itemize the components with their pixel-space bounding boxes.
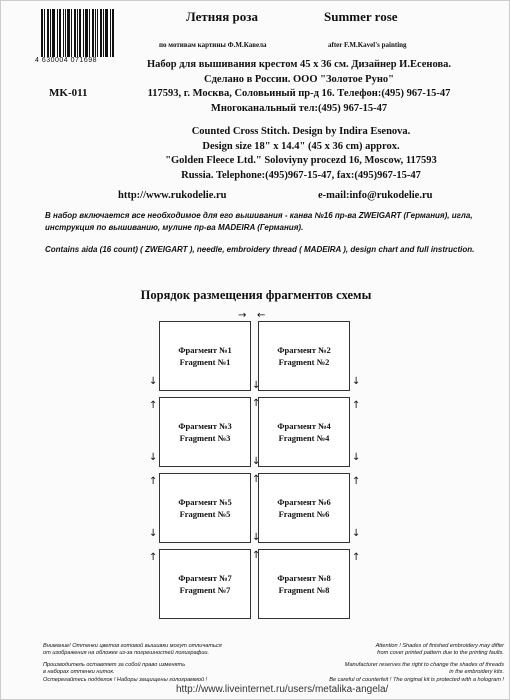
title-ru: Летняя роза <box>186 9 259 24</box>
arrow-down-icon: ↓ <box>352 528 361 539</box>
fragment-label-ru: Фрагмент №3 <box>178 421 232 431</box>
info-ru-line: Сделано в России. ООО "Золотое Руно" <box>204 73 394 85</box>
info-en-line: Design size 18" x 14.4" (45 x 36 cm) approx. <box>202 140 400 152</box>
arrow-down-icon: ↓ <box>252 456 261 467</box>
footer-line: Внимание! Оттенки цветов готовой вышивки могут отличаться <box>43 643 222 649</box>
info-en-line: "Golden Fleece Ltd." Soloviyny procezd 16, Moscow, 117593 <box>165 155 437 166</box>
fragment-7 <box>159 549 251 619</box>
product-code: MK-011 <box>49 87 88 99</box>
barcode-number: 4 630004 071698 <box>35 57 97 64</box>
subtitle-ru: по мотивам картины Ф.М.Кавела <box>159 41 267 49</box>
fragment-6 <box>258 473 350 543</box>
footer-line: in the embroidery kits. <box>449 669 504 676</box>
arrow-up-icon: ↑ <box>252 398 261 409</box>
fragment-label-ru: Фрагмент №6 <box>277 497 331 507</box>
title-en: Summer rose <box>324 9 398 24</box>
fragment-label-en: Fragment №2 <box>278 357 330 367</box>
email-link[interactable]: e-mail:info@rukodelie.ru <box>318 190 433 201</box>
arrow-up-icon: ↑ <box>252 474 261 485</box>
watermark-url: http://www.liveinternet.ru/users/metalika-angela/ <box>176 684 389 695</box>
fragment-label-en: Fragment №7 <box>179 585 231 595</box>
scheme-title: Порядок размещения фрагментов схемы <box>140 288 372 302</box>
fragment-label-ru: Фрагмент №8 <box>277 573 331 583</box>
fragment-8 <box>258 549 350 619</box>
info-en <box>136 125 466 183</box>
arrow-down-icon: ↓ <box>149 528 158 539</box>
fragment-label-en: Fragment №5 <box>179 509 231 519</box>
arrow-left-icon: ← <box>257 310 266 321</box>
website-link[interactable]: http://www.rukodelie.ru <box>118 190 227 201</box>
fragment-label-ru: Фрагмент №1 <box>178 345 232 355</box>
contents-en: Contains aida (16 count) ( ZWEIGART ), needle, embroidery thread ( MADEIRA ), design chart and full instruction. <box>45 245 475 254</box>
subtitle-en: after F.M.Kavel's painting <box>328 41 407 49</box>
arrow-down-icon: ↓ <box>149 452 158 463</box>
info-en-line: Counted Cross Stitch. Design by Indira Esenova. <box>191 126 411 137</box>
fragment-label-ru: Фрагмент №7 <box>178 573 232 583</box>
arrow-down-icon: ↓ <box>149 376 158 387</box>
footer-line: от изображения на обложке из-за погрешностей полиграфии. <box>43 650 210 657</box>
footer-line: from cover printed pattern due to the printing faults. <box>377 650 504 657</box>
fragment-label-ru: Фрагмент №2 <box>277 345 331 355</box>
arrow-down-icon: ↓ <box>352 376 361 387</box>
footer-line: Be careful of counterfeit ! The original kit is protected with a hologram ! <box>329 676 504 683</box>
arrow-down-icon: ↓ <box>252 532 261 543</box>
arrow-down-icon: ↓ <box>352 452 361 463</box>
fragment-label-ru: Фрагмент №4 <box>277 421 331 431</box>
fragment-label-en: Fragment №8 <box>278 585 330 595</box>
barcode <box>41 9 117 57</box>
fragment-label-en: Fragment №1 <box>179 357 231 367</box>
footer-line: Остерегайтесь подделок ! Наборы защищены голограммой ! <box>43 676 208 683</box>
footer-notice-ru <box>43 643 238 684</box>
arrow-up-icon: ↑ <box>352 476 361 487</box>
fragment-2 <box>258 321 350 391</box>
arrow-up-icon: ↑ <box>352 400 361 411</box>
info-ru-line: Набор для вышивания крестом 45 х 36 см. Дизайнер И.Есенова. <box>146 59 452 70</box>
fragment-label-ru: Фрагмент №5 <box>178 497 232 507</box>
fragment-label-en: Fragment №6 <box>278 509 330 519</box>
fragment-3 <box>159 397 251 467</box>
arrow-up-icon: ↑ <box>352 552 361 563</box>
fragment-5 <box>159 473 251 543</box>
arrow-down-icon: ↓ <box>252 380 261 391</box>
footer-line: в наборах оттенки ниток. <box>43 669 115 676</box>
footer-line: Manufacturer reserves the right to change the shades of threads <box>344 661 504 668</box>
fragment-1 <box>159 321 251 391</box>
footer-line: Производитель оставляет за собой право изменять <box>43 661 186 668</box>
info-ru-line: 117593, г. Москва, Соловьиный пр-д 16. Телефон:(495) 967-15-47 <box>147 88 451 99</box>
contents-ru: В набор включается все необходимое для его вышивания - канва №16 пр-ва ZWEIGART (Германия), игла, инструкция по вышиванию, мулине пр-ва MADEIRA (Германия). <box>45 211 473 232</box>
fragment-4 <box>258 397 350 467</box>
arrow-right-icon: → <box>238 310 247 321</box>
arrow-up-icon: ↑ <box>252 550 261 561</box>
fragment-label-en: Fragment №4 <box>278 433 330 443</box>
info-ru <box>129 58 469 116</box>
arrow-up-icon: ↑ <box>149 400 158 411</box>
info-en-line: Russia. Telephone:(495)967-15-47, fax:(495)967-15-47 <box>181 169 421 181</box>
arrow-up-icon: ↑ <box>149 476 158 487</box>
info-ru-line: Многоканальный тел:(495) 967-15-47 <box>210 102 388 114</box>
footer-notice-en <box>304 643 504 684</box>
arrow-up-icon: ↑ <box>149 552 158 563</box>
footer-line: Attention ! Shades of finished embroidery may differ <box>375 643 504 649</box>
fragment-label-en: Fragment №3 <box>179 433 231 443</box>
